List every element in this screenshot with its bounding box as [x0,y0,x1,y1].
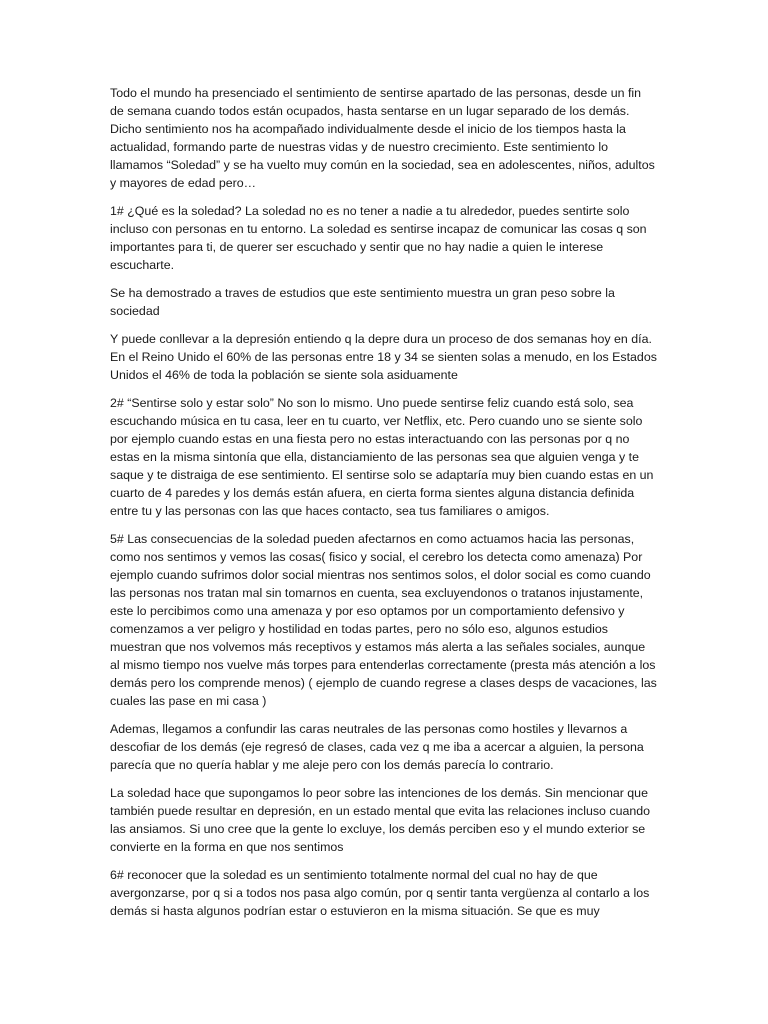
paragraph-sentirse-solo: 2# “Sentirse solo y estar solo” No son lo mismo. Uno puede sentirse feliz cuando está solo, sea escuchando música en tu casa, leer en tu cuarto, ver Netflix, etc. Pero cuando uno se siente solo por ejemplo cuando estas en una fiesta pero no estas interactuando con las personas por q no estas en la misma sintonía que ella, distanciamiento de las personas sea que alguien venga y te saque y te distraiga de ese sentimiento. El sentirse solo se adaptaría muy bien cuando estas en un cuarto de 4 paredes y los demás están afuera, en cierta forma sientes alguna distancia definida entre tu y las personas con las que haces contacto, sea tus familiares o amigos. [110,396,654,518]
paragraph-estudios: Se ha demostrado a traves de estudios que este sentimiento muestra un gran peso sobre la sociedad [110,286,615,318]
document-body [110,84,658,930]
paragraph-reconocer: 6# reconocer que la soledad es un sentimiento totalmente normal del cual no hay de que avergonzarse, por q si a todos nos pasa algo común, por q sentir tanta vergüenza al contarlo a los demás si hasta algunos podrían estar o estuvieron en la misma situación. Se que es muy [110,868,650,918]
paragraph-consecuencias: 5# Las consecuencias de la soledad pueden afectarnos en como actuamos hacia las personas, como nos sentimos y vemos las cosas( fisico y social, el cerebro los detecta como amenaza) Por ejemplo cuando sufrimos dolor social mientras nos sentimos solos, el dolor social es como cuando las personas nos tratan mal sin tomarnos en cuenta, sea excluyendonos o tratanos injustamente, este lo percibimos como una amenaza y por eso optamos por un comportamiento defensivo y comenzamos a ver peligro y hostilidad en todas partes, pero no sólo eso, algunos estudios muestran que nos volvemos más receptivos y estamos más alerta a las señales sociales, aunque al mismo tiempo nos vuelve más torpes para entenderlas correctamente (presta más atención a los demás pero los comprende menos) ( ejemplo de cuando regrese a clases desps de vacaciones, las cuales las pase en mi casa ) [110,532,657,708]
paragraph-intro: Todo el mundo ha presenciado el sentimiento de sentirse apartado de las personas, desde un fin de semana cuando todos están ocupados, hasta sentarse en un lugar separado de los demás. Dicho sentimiento nos ha acompañado individualmente desde el inicio de los tiempos hasta la actualidad, formando parte de nuestras vidas y de nuestro crecimiento. Este sentimiento lo llamamos “Soledad” y se ha vuelto muy común en la sociedad, sea en adolescentes, niños, adultos y mayores de edad pero… [110,86,655,190]
paragraph-caras-neutrales: Ademas, llegamos a confundir las caras neutrales de las personas como hostiles y llevarnos a descofiar de los demás (eje regresó de clases, cada vez q me iba a acercar a alguien, la persona parecía que no quería hablar y me aleje pero con los demás parecía lo contrario. [110,722,644,772]
paragraph-depresion-estadisticas: Y puede conllevar a la depresión entiendo q la depre dura un proceso de dos semanas hoy en día. En el Reino Unido el 60% de las personas entre 18 y 34 se sienten solas a menudo, en los Estados Unidos el 46% de toda la población se siente sola asiduamente [110,332,657,382]
paragraph-que-es-soledad: 1# ¿Qué es la soledad? La soledad no es no tener a nadie a tu alrededor, puedes sentirte solo incluso con personas en tu entorno. La soledad es sentirse incapaz de comunicar las cosas q son importantes para ti, de querer ser escuchado y sentir que no hay nadie a quien le interese escucharte. [110,204,647,272]
paragraph-intenciones: La soledad hace que supongamos lo peor sobre las intenciones de los demás. Sin mencionar que también puede resultar en depresión, en un estado mental que evita las relaciones incluso cuando las ansiamos. Si uno cree que la gente lo excluye, los demás perciben eso y el mundo exterior se convierte en la forma en que nos sentimos [110,786,651,854]
